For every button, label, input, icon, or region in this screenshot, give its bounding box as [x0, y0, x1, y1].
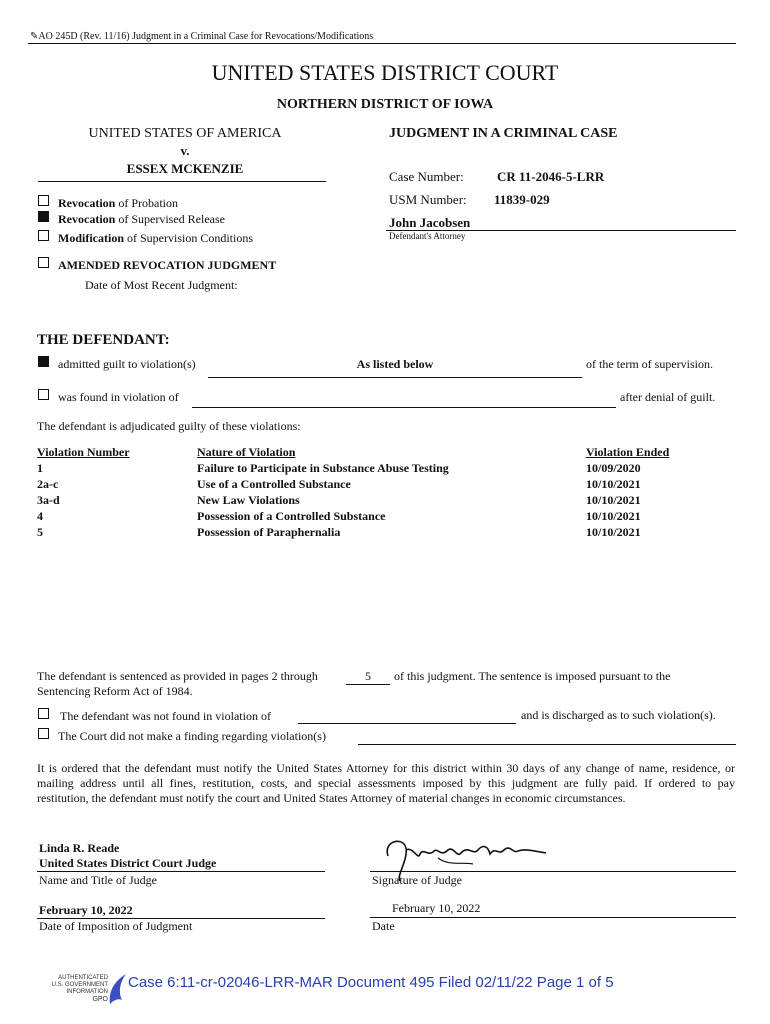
recent-judgment-label: Date of Most Recent Judgment: — [85, 278, 238, 292]
sentence-line1: The defendant is sentenced as provided in pages 2 through — [37, 669, 318, 683]
option-modification-supervision: Modification of Supervision Conditions — [58, 231, 254, 245]
attorney-label: Defendant's Attorney — [389, 231, 466, 241]
checkbox-admitted-guilt[interactable] — [38, 356, 49, 367]
parties-rule — [38, 181, 326, 182]
order-line-2: mailing address until all fines, restitution, costs, and special assessments imposed by this judgment are fully paid. If ordered to pay — [37, 776, 735, 790]
header-rule — [28, 43, 736, 44]
filing-stamp: Case 6:11-cr-02046-LRR-MAR Document 495 Filed 02/11/22 Page 1 of 5 — [128, 974, 614, 991]
plaintiff: UNITED STATES OF AMERICA — [88, 126, 282, 141]
sentence-line1-post: of this judgment. The sentence is imposed pursuant to the — [394, 669, 671, 683]
violation-nature: Failure to Participate in Substance Abuse Testing — [197, 461, 449, 475]
admitted-rule — [208, 377, 582, 378]
found-rule[interactable] — [192, 407, 616, 408]
court-title: UNITED STATES DISTRICT COURT — [211, 60, 559, 85]
attorney-name: John Jacobsen — [389, 215, 471, 230]
imposition-label: Date of Imposition of Judgment — [39, 919, 193, 933]
checkbox-revocation-probation[interactable] — [38, 195, 49, 206]
case-number-label: Case Number: — [389, 169, 464, 184]
violation-number: 4 — [37, 509, 43, 523]
violation-ended: 10/10/2021 — [586, 477, 641, 491]
date-label: Date — [372, 919, 395, 933]
judge-title: United States District Court Judge — [39, 856, 217, 870]
signature-label: Signature of Judge — [372, 873, 462, 887]
amended-label: AMENDED REVOCATION JUDGMENT — [58, 258, 277, 272]
defendant-heading: THE DEFENDANT: — [37, 332, 170, 348]
no-finding-rule[interactable] — [358, 744, 736, 745]
header-violation-ended: Violation Ended — [586, 445, 670, 459]
violation-nature: New Law Violations — [197, 493, 300, 507]
admitted-value: As listed below — [356, 357, 434, 371]
sentence-line2: Sentencing Reform Act of 1984. — [37, 684, 193, 698]
violation-ended: 10/10/2021 — [586, 525, 641, 539]
found-label: was found in violation of — [58, 390, 179, 404]
judge-rule — [37, 871, 325, 872]
sign-date: February 10, 2022 — [392, 901, 481, 915]
pages-rule — [346, 684, 390, 685]
case-number: CR 11-2046-5-LRR — [497, 169, 605, 184]
checkbox-revocation-supervised-release[interactable] — [38, 211, 49, 222]
order-line-1: It is ordered that the defendant must notify the United States Attorney for this district within 30 days of any change of name, residence, or — [37, 761, 735, 775]
usm-number: 11839-029 — [494, 192, 550, 207]
violation-number: 2a-c — [37, 477, 59, 491]
header-violation-number: Violation Number — [37, 445, 130, 459]
admitted-label: admitted guilt to violation(s) — [58, 357, 196, 371]
violation-nature: Use of a Controlled Substance — [197, 477, 351, 491]
checkbox-modification-supervision[interactable] — [38, 230, 49, 241]
name-title-label: Name and Title of Judge — [39, 873, 157, 887]
violation-number: 1 — [37, 461, 43, 475]
adjudicated-text: The defendant is adjudicated guilty of these violations: — [37, 419, 301, 433]
defendant-name: ESSEX MCKENZIE — [126, 161, 244, 176]
found-suffix: after denial of guilt. — [620, 390, 716, 404]
option-revocation-supervised-release: Revocation of Supervised Release — [58, 212, 225, 226]
eagle-icon — [106, 970, 130, 1008]
form-header: ✎AO 245D (Rev. 11/16) Judgment in a Criminal Case for Revocations/Modifications — [30, 31, 374, 42]
versus: v. — [180, 143, 190, 158]
not-found-suffix: and is discharged as to such violation(s). — [521, 708, 716, 722]
violation-number: 5 — [37, 525, 43, 539]
checkbox-found-violation[interactable] — [38, 389, 49, 400]
violation-ended: 10/10/2021 — [586, 509, 641, 523]
usm-label: USM Number: — [389, 192, 467, 207]
option-revocation-probation: Revocation of Probation — [58, 196, 178, 210]
sentence-pages: 5 — [365, 669, 371, 683]
signature-rule — [370, 871, 736, 872]
judgment-title: JUDGMENT IN A CRIMINAL CASE — [389, 126, 618, 141]
court-district: NORTHERN DISTRICT OF IOWA — [276, 97, 494, 112]
sign-date-rule — [370, 917, 736, 918]
header-nature: Nature of Violation — [197, 445, 296, 459]
not-found-rule[interactable] — [298, 723, 516, 724]
violation-nature: Possession of Paraphernalia — [197, 525, 341, 539]
pen-icon: ✎ — [30, 31, 39, 42]
imposition-date: February 10, 2022 — [39, 903, 133, 917]
violation-ended: 10/09/2020 — [586, 461, 641, 475]
violation-nature: Possession of a Controlled Substance — [197, 509, 386, 523]
violation-ended: 10/10/2021 — [586, 493, 641, 507]
not-found-label: The defendant was not found in violation of — [60, 709, 271, 723]
violation-number: 3a-d — [37, 493, 60, 507]
no-finding-label: The Court did not make a finding regarding violation(s) — [58, 729, 326, 743]
checkbox-no-finding[interactable] — [38, 728, 49, 739]
judge-name: Linda R. Reade — [39, 841, 120, 855]
order-line-3: restitution, the defendant must notify the court and United States Attorney of material changes in economic circumstances. — [37, 791, 626, 805]
gpo-logo: AUTHENTICATED U.S. GOVERNMENT INFORMATION GPO — [51, 975, 108, 1003]
checkbox-amended-judgment[interactable] — [38, 257, 49, 268]
admitted-suffix: of the term of supervision. — [586, 357, 713, 371]
checkbox-not-found[interactable] — [38, 708, 49, 719]
